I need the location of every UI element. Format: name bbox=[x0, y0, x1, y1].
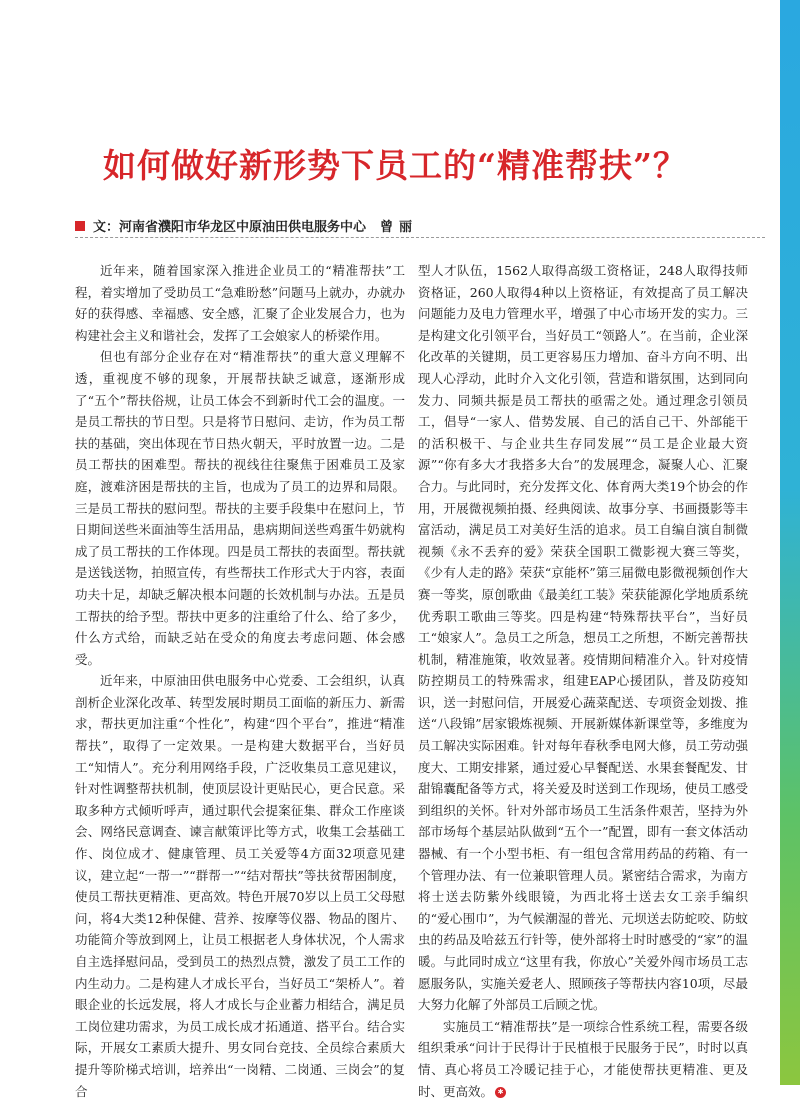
paragraph-final bbox=[418, 1016, 748, 1102]
paragraph: 但也有部分企业存在对“精准帮扶”的重大意义理解不透，重视度不够的现象，开展帮扶缺乏诚意，逐渐形成了“五个”帮扶俗规，让员工体会不到新时代工会的温度。一是员工帮扶的节日型。只是将节日慰问、走访，作为员工帮扶的基础，突出体现在节日热火朝天，平时放置一边。二是员工帮扶的困难型。帮扶的视线往往聚焦于困难员工及家庭，渡难济困是帮扶的主旨，也成为了员工的边界和局限。三是员工帮扶的慰问型。帮扶的主要手段集中在慰问上，节日期间送些米面油等生活用品，患病期间送些鸡蛋牛奶就构成了员工帮扶的工作体现。四是员工帮扶的表面型。帮扶就是送钱送物，拍照宣传，有些帮扶工作形式大于内容，表面功夫十足，却缺乏解决根本问题的长效机制与办法。五是员工帮扶的给予型。帮扶中更多的注重给了什么、给了多少，什么方式给，而缺乏站在受众的角度去考虑问题、体会感受。 bbox=[75, 349, 405, 667]
paragraph: 近年来，中原油田供电服务中心党委、工会组织，认真剖析企业深化改革、转型发展时期员工面临的新压力、新需求，帮扶更加注重“个性化”，构建“四个平台”，推进“精准帮扶”，取得了一定效果。一是构建大数据平台，当好员工“知情人”。充分利用网络手段，广泛收集员工意见建议，针对性调整帮扶机制，使顶层设计更贴民心，更合民意。采取多种方式倾听呼声，通过职代会提案征集、群众工作座谈会、网络民意调查、谏言献策评比等方式，收集工会基础工作、岗位成才、健康管理、员工关爱等4方面32项意见建议，建立起“一帮一”“群帮一”“结对帮扶”等扶贫帮困制度，使员工帮扶更精准、更高效。特色开展70岁以上员工父母慰问，将4大类12种保健、营养、按摩等仪器、物品的图片、功能简介等放到网上，让员工根据老人身体状况，个人需求自主选择慰问品，受到员工的热烈点赞，激发了员工工作的内生动力。二是构建人才成长平台，当好员工“架桥人”。着眼企业的长远发展，将人才成长与企业蓄力相结合，满足员工岗位建功需求，为员工成长成才拓通道、搭平台。结合实际，开展女工素质大提升、男女同台竞技、全员综合素质大提升等阶梯式培训，培养出“一岗精、二岗通、三岗会”的复合 bbox=[75, 673, 405, 1099]
article-column-right bbox=[418, 260, 748, 1102]
dashed-divider bbox=[75, 237, 765, 238]
byline-affiliation: 文：河南省濮阳市华龙区中原油田供电服务中心 bbox=[93, 220, 367, 235]
byline bbox=[75, 216, 418, 235]
paragraph: 型人才队伍，1562人取得高级工资格证，248人取得技师资格证，260人取得4种以上资格证，有效提高了员工解决问题能力及电力管理水平，增强了中心市场开发的实力。三是构建文化引领平台，当好员工“领路人”。在当前，企业深化改革的关键期，员工更容易压力增加、奋斗方向不明、出现人心浮动，此时介入文化引领，营造和谐氛围，达到同向发力、同频共振是员工帮扶的亟需之处。通过理念引领员工，倡导“一家人、借势发展、自己的活自己干、外部能干的活积极干、与企业共生存同发展”“员工是企业最大资源”“你有多大才我搭多大台”的发展理念，凝聚人心、汇聚合力。与此同时，充分发挥文化、体育两大类19个协会的作用，开展微视频拍摄、经典阅读、故事分享、书画摄影等丰富活动，满足员工对美好生活的追求。员工自编自演自制微视频《永不丢弃的爱》荣获全国职工微影视大赛三等奖，《少有人走的路》荣获“京能杯”第三届微电影微视频创作大赛一等奖，原创歌曲《最美红工装》荣获能源化学地质系统优秀职工歌曲三等奖。四是构建“特殊帮扶平台”，当好员工“娘家人”。急员工之所急，想员工之所想，不断完善帮扶机制，精准施策，收效显著。疫情期间精准介入。针对疫情防控期员工的特殊需求，组建EAP心援团队，普及防疫知识，送一封慰问信，开展爱心蔬菜配送、专项资金划拨、推送“八段锦”居家锻炼视频、开展新媒体新课堂等，多维度为员工解决实际困难。针对每年春秋季电网大修，员工劳动强度大、工期安排紧，通过爱心早餐配送、水果套餐配发、甘甜锦囊配备等方式，将关爱及时送到工作现场，使员工感受到组织的关怀。针对外部市场员工生活条件艰苦，坚持为外部市场每个基层站队做到“五个一”配置，即有一套文体活动器械、有一个小型书柜、有一组包含常用药品的药箱、有一个管理办法、有一位兼职管理人员。紧密结合需求，为南方将士送去防紫外线眼镜，为西北将士送去女工亲手编织的“爱心围巾”，为气候潮湿的普光、元坝送去防蛇咬、防蚊虫的药品及哈兹五行针等，使外部将士时时感受的“家”的温暖。与此同时成立“这里有我，你放心”关爱外闯市场员工志愿服务队，实施关爱老人、照顾孩子等帮扶内容10项，尽最大努力化解了外部员工后顾之忧。 bbox=[418, 263, 748, 1013]
article-column-left bbox=[75, 260, 405, 1102]
paragraph: 近年来，随着国家深入推进企业员工的“精准帮扶”工程，着实增加了受助员工“急难盼愁”问题马上就办，办就办好的获得感、幸福感、安全感，汇聚了企业发展合力，也为构建社会主义和谐社会，发挥了工会娘家人的桥梁作用。 bbox=[75, 263, 405, 343]
paragraph-text: 实施员工“精准帮扶”是一项综合性系统工程，需要各级组织秉承“问计于民得计于民植根于民服务于民”，时时以真情、真心将员工冷暖记挂于心，才能使帮扶更精准、更及时、更高效。 bbox=[418, 1018, 748, 1099]
article-title: 如何做好新形势下员工的“精准帮扶”？ bbox=[103, 146, 687, 185]
end-mark-icon: ✱ bbox=[495, 1087, 506, 1098]
byline-author: 曾丽 bbox=[380, 220, 419, 235]
bullet-square-icon bbox=[75, 221, 85, 231]
